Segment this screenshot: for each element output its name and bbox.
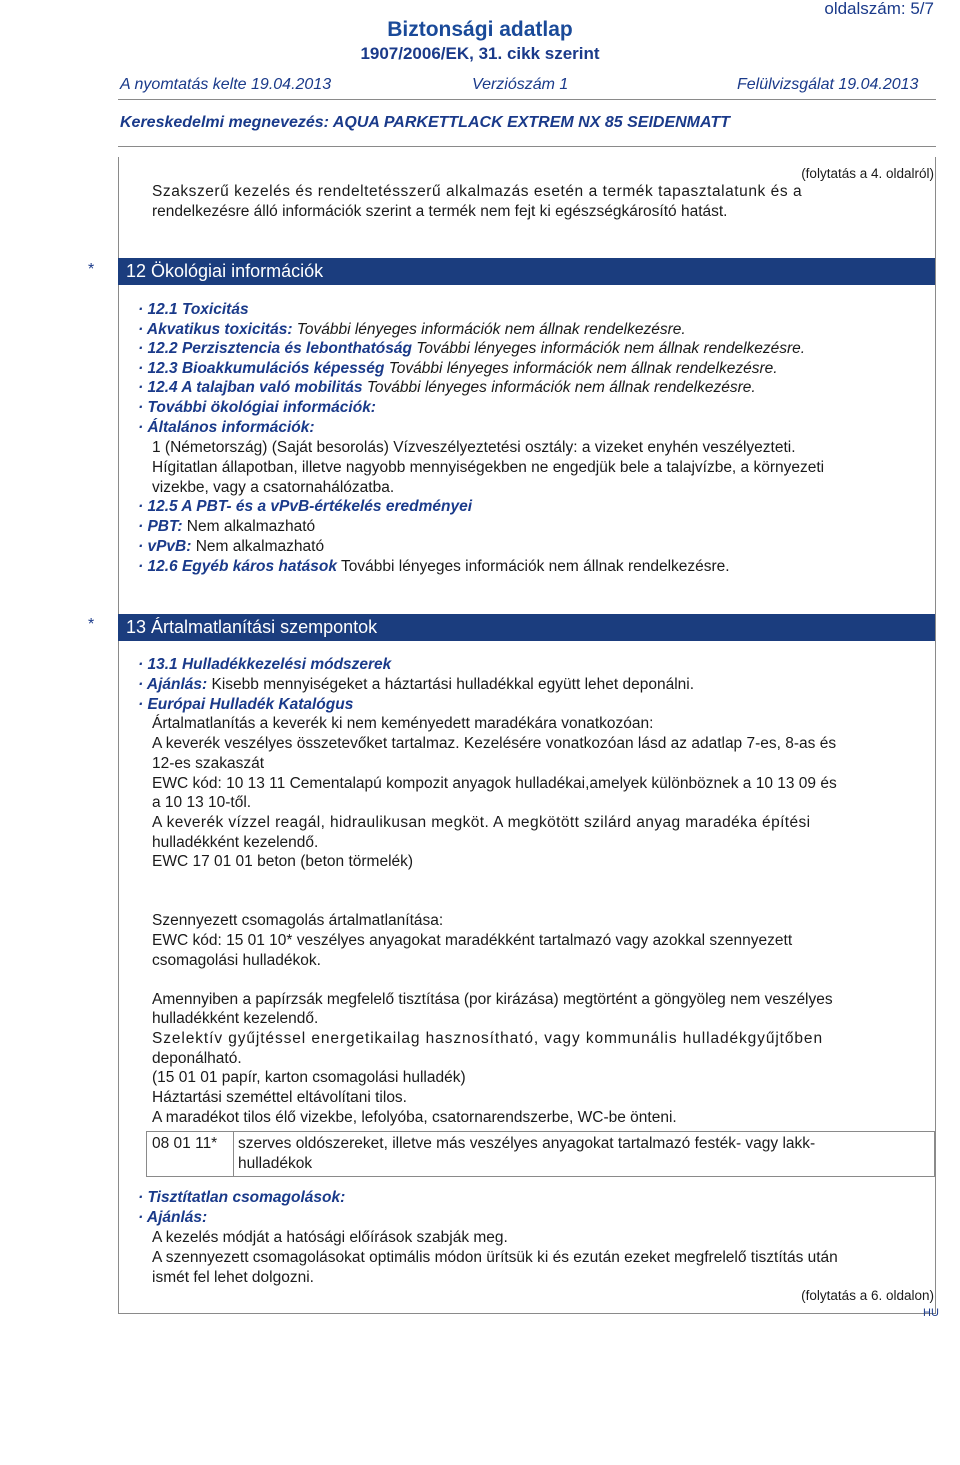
pbt-row xyxy=(138,517,315,536)
content-bottom-border xyxy=(118,1313,936,1314)
packaging-line: Szennyezett csomagolás ártalmatlanítása: xyxy=(152,912,444,929)
pbt-label: · PBT: xyxy=(138,518,183,535)
catalog-line: hulladékként kezelendő. xyxy=(152,834,319,851)
continued-from: (folytatás a 4. oldalról) xyxy=(801,166,934,181)
mobility-row xyxy=(138,378,756,397)
uncleaned-line: A kezelés módját a hatósági előírások szabják meg. xyxy=(152,1229,508,1246)
general-info-line-2: Hígitatlan állapotban, illetve nagyobb mennyiségekben ne engedjük bele a talajvízbe, a környezeti xyxy=(152,459,825,476)
uncleaned-line: A szennyezett csomagolásokat optimális módon ürítsük ki és ezután ezeket megfrelelő tisztítás után xyxy=(152,1249,838,1266)
trade-name-rule xyxy=(118,146,936,147)
further-ecological-label: · További ökológiai információk: xyxy=(138,399,376,416)
paper-line: deponálható. xyxy=(152,1050,242,1067)
catalog-line: Ártalmatlanítás a keverék ki nem keményedett maradékára vonatkozóan: xyxy=(152,715,654,732)
bioaccumulation-label: · 12.3 Bioakkumulációs képesség xyxy=(138,360,385,377)
trade-name: Kereskedelmi megnevezés: AQUA PARKETTLACK EXTREM NX 85 SEIDENMATT xyxy=(120,114,730,131)
changed-marker: * xyxy=(88,261,95,278)
header-rule xyxy=(118,99,936,100)
catalog-line: a 10 13 10-től. xyxy=(152,794,252,811)
waste-code-description-line-1: szerves oldószereket, illetve más veszélyes anyagokat tartalmazó festék- vagy lakk- xyxy=(238,1135,816,1152)
waste-catalog-label: · Európai Hulladék Katalógus xyxy=(138,696,354,713)
vpvb-label: · vPvB: xyxy=(138,538,192,555)
uncleaned-packaging-label: · Tisztítatlan csomagolások: xyxy=(138,1189,346,1206)
packaging-line: EWC kód: 15 01 10* veszélyes anyagokat maradékként tartalmazó vagy azokkal szennyezett xyxy=(152,932,793,949)
general-info-label: · Általános információk: xyxy=(138,419,315,436)
aquatic-toxicity-label: · Akvatikus toxicitás: xyxy=(138,321,293,338)
paper-line: hulladékként kezelendő. xyxy=(152,1010,319,1027)
recommendation-label: · Ajánlás: xyxy=(138,676,208,693)
waste-methods-label: · 13.1 Hulladékkezelési módszerek xyxy=(138,656,392,673)
aquatic-toxicity-value: További lényeges információk nem állnak rendelkezésre. xyxy=(292,321,686,338)
bioaccumulation-row xyxy=(138,359,778,378)
vpvb-value: Nem alkalmazható xyxy=(191,538,325,555)
continued-to: (folytatás a 6. oldalon) xyxy=(801,1288,934,1303)
paper-line: Amennyiben a papírzsák megfelelő tisztítása (por kirázása) megtörtént a göngyöleg nem veszélyes xyxy=(152,991,833,1008)
changed-marker: * xyxy=(88,616,95,633)
recommendation-value: Kisebb mennyiségeket a háztartási hulladékkal együtt lehet deponálni. xyxy=(207,676,695,693)
aquatic-toxicity-row xyxy=(138,320,686,339)
catalog-line: EWC kód: 10 13 11 Cementalapú kompozit anyagok hulladékai,amelyek különböznek a 10 13 09 és xyxy=(152,775,837,792)
recommendation-row xyxy=(138,675,694,694)
content-right-border xyxy=(935,157,936,1314)
general-info-line-1: 1 (Németország) (Saját besorolás) Vízveszélyeztetési osztály: a vizeket enyhén veszélyezteti. xyxy=(152,439,796,456)
uncleaned-line: ismét fel lehet dolgozni. xyxy=(152,1269,314,1286)
language-code: HU xyxy=(923,1307,939,1319)
other-effects-row xyxy=(138,557,730,576)
paper-line: A maradékot tilos élő vizekbe, lefolyóba, csatornarendszerbe, WC-be önteni. xyxy=(152,1109,677,1126)
content-left-border xyxy=(118,157,119,1314)
intro-line-2: rendelkezésre álló információk szerint a termék nem fejt ki egészségkárosító hatást. xyxy=(152,203,728,220)
catalog-line: EWC 17 01 01 beton (beton törmelék) xyxy=(152,853,414,870)
paper-line: (15 01 01 papír, karton csomagolási hulladék) xyxy=(152,1069,466,1086)
general-info-line-3: vizekbe, vagy a csatornahálózatba. xyxy=(152,479,395,496)
persistence-label: · 12.2 Perzisztencia és lebonthatóság xyxy=(138,340,412,357)
other-effects-value: További lényeges információk nem állnak rendelkezésre. xyxy=(337,558,730,575)
persistence-value: További lényeges információk nem állnak rendelkezésre. xyxy=(411,340,806,357)
other-effects-label: · 12.6 Egyéb káros hatások xyxy=(138,558,338,575)
document-title: Biztonsági adatlap xyxy=(387,18,573,41)
document-subtitle: 1907/2006/EK, 31. cikk szerint xyxy=(360,44,600,63)
pbt-heading: · 12.5 A PBT- és a vPvB-értékelés eredményei xyxy=(138,498,472,515)
section-13-heading: 13 Ártalmatlanítási szempontok xyxy=(118,614,935,641)
section-12-heading: 12 Ökológiai információk xyxy=(118,258,935,285)
paper-line: Szelektív gyűjtéssel energetikailag hasznosítható, vagy kommunális hulladékgyűjtőben xyxy=(152,1030,823,1047)
pbt-value: Nem alkalmazható xyxy=(182,518,316,535)
mobility-label: · 12.4 A talajban való mobilitás xyxy=(138,379,363,396)
catalog-line: A keverék vízzel reagál, hidraulikusan megköt. A megkötött szilárd anyag maradéka építési xyxy=(152,814,811,831)
uncleaned-recommendation-label: · Ajánlás: xyxy=(138,1209,208,1226)
page-number: oldalszám: 5/7 xyxy=(824,0,934,18)
version: Verziószám 1 xyxy=(472,76,569,93)
intro-line-1: Szakszerű kezelés és rendeltetésszerű alkalmazás esetén a termék tapasztalatunk és a xyxy=(152,183,803,200)
waste-code-description-line-2: hulladékok xyxy=(238,1155,313,1172)
mobility-value: További lényeges információk nem állnak rendelkezésre. xyxy=(362,379,756,396)
paper-line: Háztartási szeméttel eltávolítani tilos. xyxy=(152,1089,407,1106)
toxicity-label: · 12.1 Toxicitás xyxy=(138,301,249,318)
catalog-line: A keverék veszélyes összetevőket tartalmaz. Kezelésére vonatkozóan lásd az adatlap 7-es, 8-as és xyxy=(152,735,837,752)
waste-code: 08 01 11* xyxy=(152,1135,218,1152)
waste-code-table-divider xyxy=(233,1131,234,1176)
vpvb-row xyxy=(138,537,324,556)
bioaccumulation-value: További lényeges információk nem állnak rendelkezésre. xyxy=(384,360,778,377)
print-date: A nyomtatás kelte 19.04.2013 xyxy=(120,76,332,93)
catalog-line: 12-es szakaszát xyxy=(152,755,264,772)
persistence-row xyxy=(138,339,805,358)
packaging-line: csomagolási hulladékok. xyxy=(152,952,321,969)
revision-date: Felülvizsgálat 19.04.2013 xyxy=(737,76,919,93)
